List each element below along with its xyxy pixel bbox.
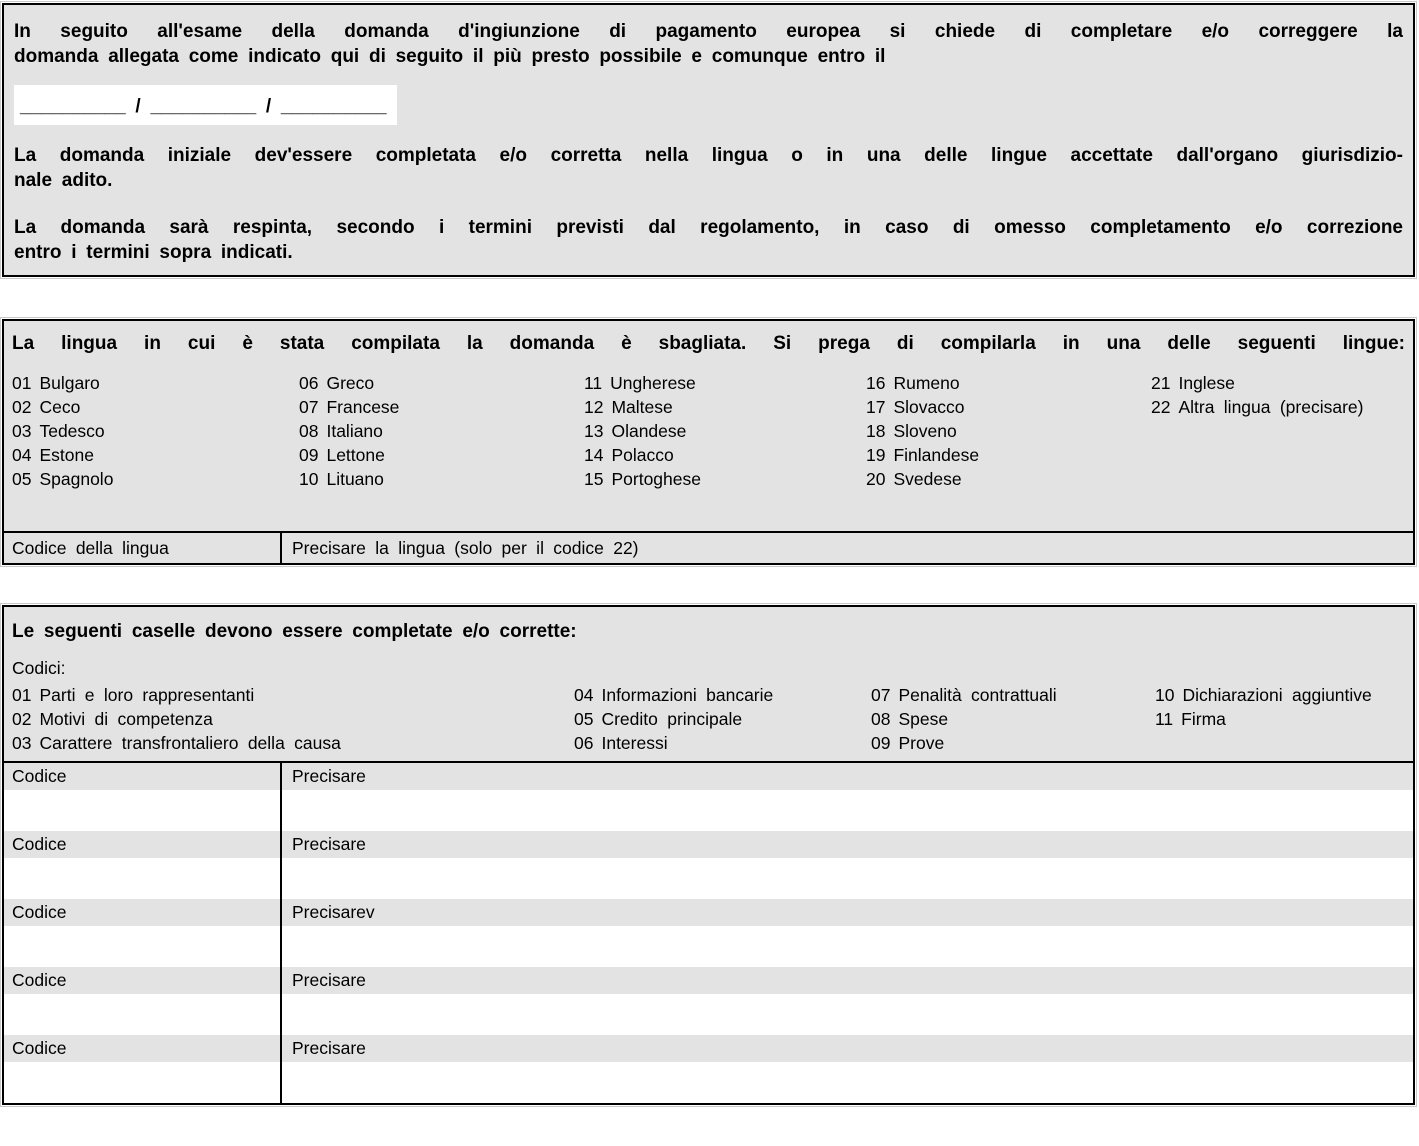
language-item-label: Polacco [611,445,674,465]
language-item-column [299,371,584,491]
language-item-column [1151,371,1405,491]
fields-code-table [4,761,1413,1103]
fields-section-title: Le seguenti caselle devono essere completate e/o corrette: [12,621,577,642]
date-field[interactable]: __________ / __________ / __________ [14,85,397,125]
code-item [871,731,1155,755]
code-item [574,731,871,755]
language-item-label: Sloveno [893,421,957,441]
code-item-code: 05 [574,709,594,729]
code-item-code: 01 [12,685,32,705]
language-item-label: Finlandese [893,445,980,465]
field-specify-header-cell: Precisare [292,1038,366,1058]
code-item [574,707,871,731]
codes-list [12,683,1405,755]
language-item-code: 18 [866,421,886,441]
field-specify-input-cell[interactable] [282,994,1413,1035]
language-item-label: Svedese [893,469,962,489]
language-item-label: Portoghese [611,469,701,489]
language-item [866,395,1151,419]
language-item-code: 06 [299,373,319,393]
language-item-label: Maltese [611,397,673,417]
language-item-label: Greco [326,373,375,393]
language-item-code: 19 [866,445,886,465]
field-code-input-cell[interactable] [4,994,282,1035]
intro-paragraph-2-line-1: La domanda iniziale dev'essere completata e/o corretta nella lingua o in una delle lingue accettate dall'organo giurisdizio- [14,145,1403,166]
language-list [12,371,1405,491]
field-row-header [4,831,1413,858]
field-row-input [4,926,1413,967]
code-item-label: Interessi [601,733,668,753]
language-item [299,395,584,419]
language-item [299,371,584,395]
language-item [584,467,866,491]
language-item [1151,371,1405,395]
code-item [574,683,871,707]
language-item-label: Altra lingua (precisare) [1178,397,1364,417]
field-code-input-cell[interactable] [4,926,282,967]
code-item-code: 11 [1155,709,1174,729]
intro-paragraph-3-line-2: entro i termini sopra indicati. [14,242,293,263]
code-item-column [12,683,574,755]
code-item-code: 10 [1155,685,1175,705]
intro-paragraph-1-line-2: domanda allegata come indicato qui di seguito il più presto possibile e comunque entro il [14,46,886,67]
language-item [866,371,1151,395]
intro-paragraph-1 [14,19,1403,69]
code-item-label: Penalità contrattuali [898,685,1057,705]
language-item-code: 12 [584,397,604,417]
code-item-label: Dichiarazioni aggiuntive [1182,685,1372,705]
language-item [12,467,299,491]
code-item-label: Spese [898,709,949,729]
field-specify-input-cell[interactable] [282,858,1413,899]
intro-paragraph-1-line-1: In seguito all'esame della domanda d'ingiunzione di pagamento europea si chiede di completare e/o correggere la [14,21,1403,42]
language-item-code: 09 [299,445,319,465]
field-row-header [4,763,1413,790]
language-item-label: Ungherese [610,373,696,393]
code-item-label: Motivi di competenza [39,709,213,729]
code-item [1155,683,1405,707]
language-item [584,419,866,443]
language-item [12,395,299,419]
code-item [871,683,1155,707]
language-item-label: Spagnolo [39,469,114,489]
code-item-label: Firma [1181,709,1226,729]
language-item [866,419,1151,443]
field-code-input-cell[interactable] [4,790,282,831]
language-item-code: 08 [299,421,319,441]
fields-section [2,605,1415,1105]
language-section-title: La lingua in cui è stata compilata la domanda è sbagliata. Si prega di compilarla in una delle seguenti lingue: [12,333,1405,354]
language-table-header-row [4,533,1413,563]
language-item-code: 03 [12,421,32,441]
field-row-input [4,790,1413,831]
field-code-header-cell: Codice [4,831,282,858]
code-item [1155,707,1405,731]
language-item-label: Bulgaro [39,373,100,393]
language-item-code: 02 [12,397,32,417]
language-item-label: Slovacco [893,397,965,417]
language-item-code: 04 [12,445,32,465]
form-page [0,3,1419,1146]
language-item-label: Francese [326,397,400,417]
field-row-header [4,1035,1413,1062]
code-item-code: 07 [871,685,891,705]
code-item-code: 09 [871,733,891,753]
field-specify-header-cell: Precisare [292,766,366,786]
language-item [866,467,1151,491]
code-item-column [574,683,871,755]
field-row-input [4,1062,1413,1103]
language-item-code: 22 [1151,397,1171,417]
code-item-code: 04 [574,685,594,705]
field-specify-input-cell[interactable] [282,790,1413,831]
intro-box [2,3,1415,277]
intro-paragraph-2-line-2: nale adito. [14,170,113,191]
field-code-header-cell: Codice [4,1035,282,1062]
field-code-header-cell: Codice [4,899,282,926]
language-item [12,419,299,443]
field-code-header-cell: Codice [4,967,282,994]
language-item-code: 13 [584,421,604,441]
language-section [2,319,1415,565]
language-item [299,419,584,443]
language-item [12,371,299,395]
code-item-column [1155,683,1405,755]
intro-paragraph-2 [14,143,1403,193]
language-item-code: 01 [12,373,32,393]
field-specify-input-cell[interactable] [282,926,1413,967]
code-item [12,731,574,755]
field-row-input [4,858,1413,899]
language-item-code: 11 [584,373,603,393]
language-item-label: Lituano [326,469,384,489]
language-item [299,443,584,467]
code-item-code: 06 [574,733,594,753]
language-item-code: 10 [299,469,319,489]
code-item-column [871,683,1155,755]
language-item-code: 07 [299,397,319,417]
intro-paragraph-3-line-1: La domanda sarà respinta, secondo i termini previsti dal regolamento, in caso di omesso completamento e/o correzione [14,217,1403,238]
intro-paragraph-3 [14,215,1403,265]
field-specify-header-cell: Precisare [292,970,366,990]
field-code-input-cell[interactable] [4,858,282,899]
field-code-input-cell[interactable] [4,1062,282,1103]
code-item-label: Prove [898,733,945,753]
language-item-column [866,371,1151,491]
field-row-input [4,994,1413,1035]
language-item [1151,395,1405,419]
language-item-label: Olandese [611,421,687,441]
language-item [584,395,866,419]
field-row-header [4,967,1413,994]
field-row-header [4,899,1413,926]
language-code-table [4,531,1413,563]
codes-label: Codici: [12,658,66,678]
code-item-code: 03 [12,733,32,753]
code-item-label: Credito principale [601,709,743,729]
code-item [871,707,1155,731]
language-specify-header-cell: Precisare la lingua (solo per il codice 22) [292,537,639,558]
code-item-code: 08 [871,709,891,729]
language-item-column [12,371,299,491]
language-item-code: 14 [584,445,604,465]
language-item-label: Estone [39,445,94,465]
language-item-column [584,371,866,491]
language-item-code: 05 [12,469,32,489]
language-item [584,443,866,467]
language-item-label: Tedesco [39,421,105,441]
code-item [12,683,574,707]
code-item [12,707,574,731]
language-item-code: 20 [866,469,886,489]
language-item-code: 15 [584,469,604,489]
language-item [12,443,299,467]
field-code-header-cell: Codice [4,763,282,790]
language-item-label: Rumeno [893,373,960,393]
language-item-label: Ceco [39,397,81,417]
language-section-content [4,321,1413,491]
code-item-code: 02 [12,709,32,729]
code-item-label: Parti e loro rappresentanti [39,685,255,705]
field-specify-header-cell: Precisarev [292,902,375,922]
code-item-label: Carattere transfrontaliero della causa [39,733,341,753]
language-item [584,371,866,395]
language-item-code: 17 [866,397,886,417]
language-item-label: Inglese [1178,373,1235,393]
code-item-label: Informazioni bancarie [601,685,774,705]
language-item-label: Italiano [326,421,383,441]
language-item-code: 21 [1151,373,1171,393]
language-item-code: 16 [866,373,886,393]
language-item [299,467,584,491]
language-item-label: Lettone [326,445,385,465]
field-specify-header-cell: Precisare [292,834,366,854]
fields-section-content [4,607,1413,755]
language-item [866,443,1151,467]
field-specify-input-cell[interactable] [282,1062,1413,1103]
language-code-header-cell: Codice della lingua [4,533,282,563]
